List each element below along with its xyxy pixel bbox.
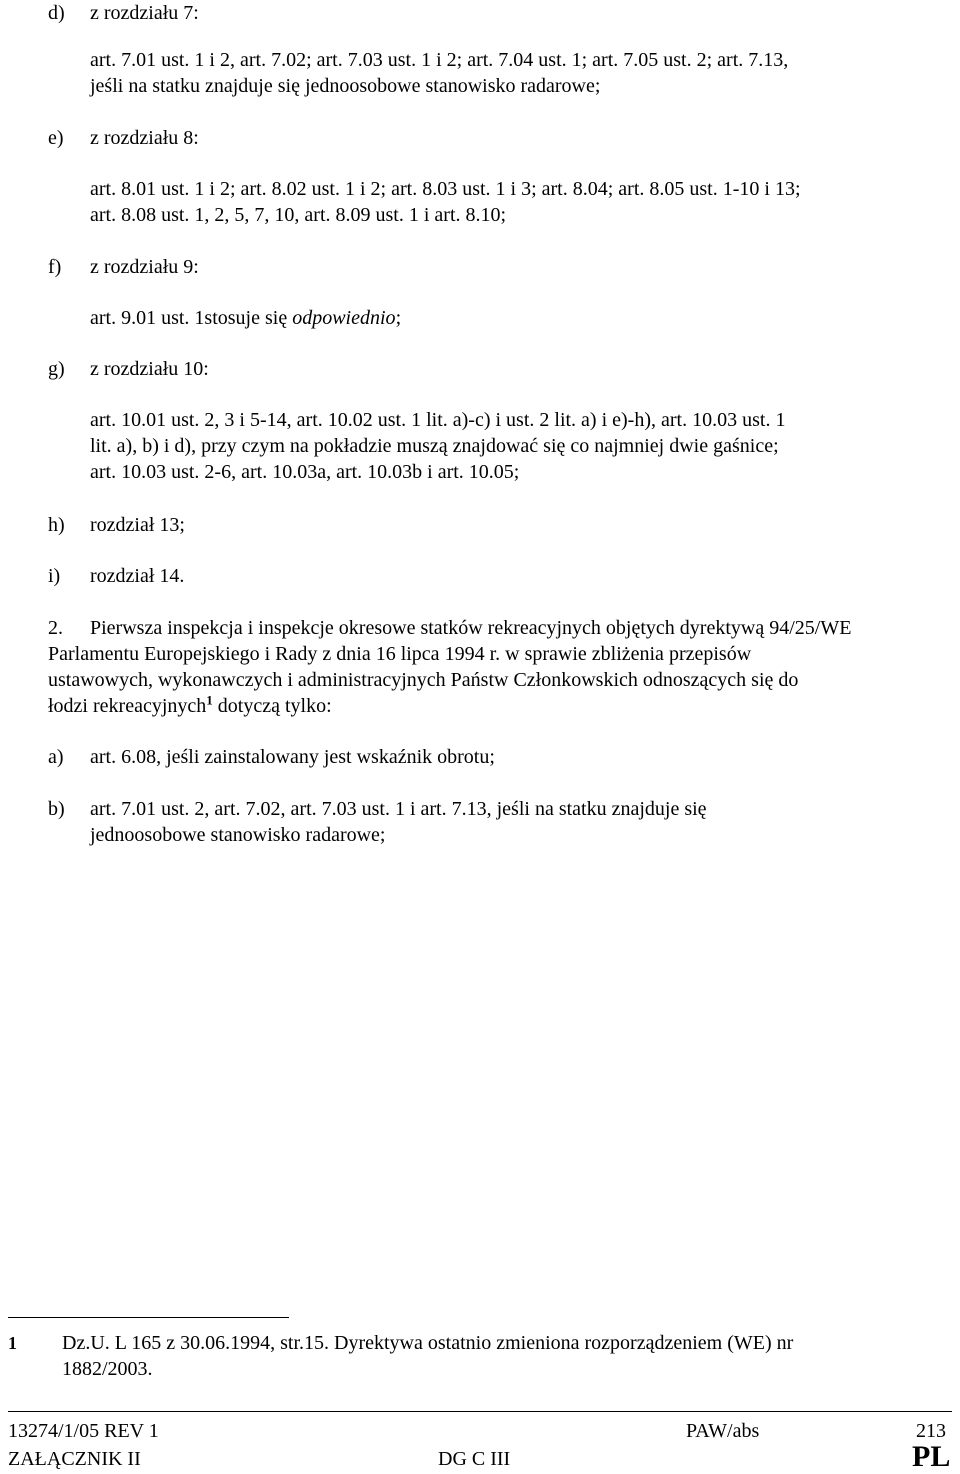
footer-language: PL <box>912 1440 951 1473</box>
section-2-number: 2. <box>48 617 63 639</box>
subitem-b-line-2: jednoosobowe stanowisko radarowe; <box>90 824 386 846</box>
item-f-line-end: ; <box>395 307 402 329</box>
subitem-b-label: b) <box>48 798 65 820</box>
footer-author: PAW/abs <box>686 1420 760 1442</box>
footnote-line-1: Dz.U. L 165 z 30.06.1994, str.15. Dyrektywa ostatnio zmieniona rozporządzeniem (WE) nr <box>62 1332 794 1354</box>
item-g-line-2: lit. a), b) i d), przy czym na pokładzie muszą znajdować się co najmniej dwie gaśnice; <box>90 435 779 457</box>
item-e-label: e) <box>48 127 64 149</box>
item-e-line-1: art. 8.01 ust. 1 i 2; art. 8.02 ust. 1 i 2; art. 8.03 ust. 1 i 3; art. 8.04; art. 8.05 ust. 1-10 i 13; <box>90 178 801 200</box>
section-2-line-1: Pierwsza inspekcja i inspekcje okresowe statków rekreacyjnych objętych dyrektywą 94/25/WE <box>90 617 852 639</box>
section-2-line-4-end: dotyczą tylko: <box>212 695 332 717</box>
item-e-title: z rozdziału 8: <box>90 127 199 149</box>
footer-separator <box>8 1411 952 1412</box>
footnote-line-2: 1882/2003. <box>62 1358 153 1380</box>
section-2-line-4 <box>48 693 332 719</box>
item-e-line-2: art. 8.08 ust. 1, 2, 5, 7, 10, art. 8.09 ust. 1 i art. 8.10; <box>90 204 507 226</box>
item-f-line-start: art. 9.01 ust. 1stosuje się <box>90 307 293 329</box>
subitem-a-label: a) <box>48 746 64 768</box>
item-h-label: h) <box>48 514 65 536</box>
item-d-line-1: art. 7.01 ust. 1 i 2, art. 7.02; art. 7.03 ust. 1 i 2; art. 7.04 ust. 1; art. 7.05 ust. 2; art. 7.13, <box>90 49 789 71</box>
item-f-label: f) <box>48 256 62 278</box>
item-g-label: g) <box>48 358 65 380</box>
footnote-number: 1 <box>8 1333 17 1353</box>
footnote-reference[interactable]: 1 <box>206 692 213 708</box>
footer-doc-ref: 13274/1/05 REV 1 <box>8 1420 159 1442</box>
item-f-title: z rozdziału 9: <box>90 256 199 278</box>
footer-annex: ZAŁĄCZNIK II <box>8 1448 141 1470</box>
section-2-line-4-start: łodzi rekreacyjnych <box>48 695 207 717</box>
item-h-title: rozdział 13; <box>90 514 185 536</box>
item-d-label: d) <box>48 2 65 24</box>
section-2-line-3: ustawowych, wykonawczych i administracyjnych Państw Członkowskich odnoszących się do <box>48 669 799 691</box>
item-g-line-1: art. 10.01 ust. 2, 3 i 5-14, art. 10.02 ust. 1 lit. a)-c) i ust. 2 lit. a) i e)-h), art. 10.03 ust. 1 <box>90 409 786 431</box>
footnote-separator <box>8 1317 289 1318</box>
item-f-line-italic: odpowiednio <box>292 307 396 329</box>
section-2-line-2: Parlamentu Europejskiego i Rady z dnia 16 lipca 1994 r. w sprawie zbliżenia przepisów <box>48 643 752 665</box>
subitem-b-line-1: art. 7.01 ust. 2, art. 7.02, art. 7.03 ust. 1 i art. 7.13, jeśli na statku znajduje się <box>90 798 707 820</box>
item-g-line-3: art. 10.03 ust. 2-6, art. 10.03a, art. 10.03b i art. 10.05; <box>90 461 520 483</box>
footer-page-number: 213 <box>916 1420 946 1442</box>
subitem-a-line-1: art. 6.08, jeśli zainstalowany jest wskaźnik obrotu; <box>90 746 495 768</box>
item-d-line-2: jeśli na statku znajduje się jednoosobowe stanowisko radarowe; <box>90 75 601 97</box>
item-f-line <box>90 305 401 331</box>
item-d-title: z rozdziału 7: <box>90 2 199 24</box>
item-i-title: rozdział 14. <box>90 565 185 587</box>
footer-dg: DG C III <box>438 1448 511 1470</box>
item-g-title: z rozdziału 10: <box>90 358 209 380</box>
item-i-label: i) <box>48 565 61 587</box>
